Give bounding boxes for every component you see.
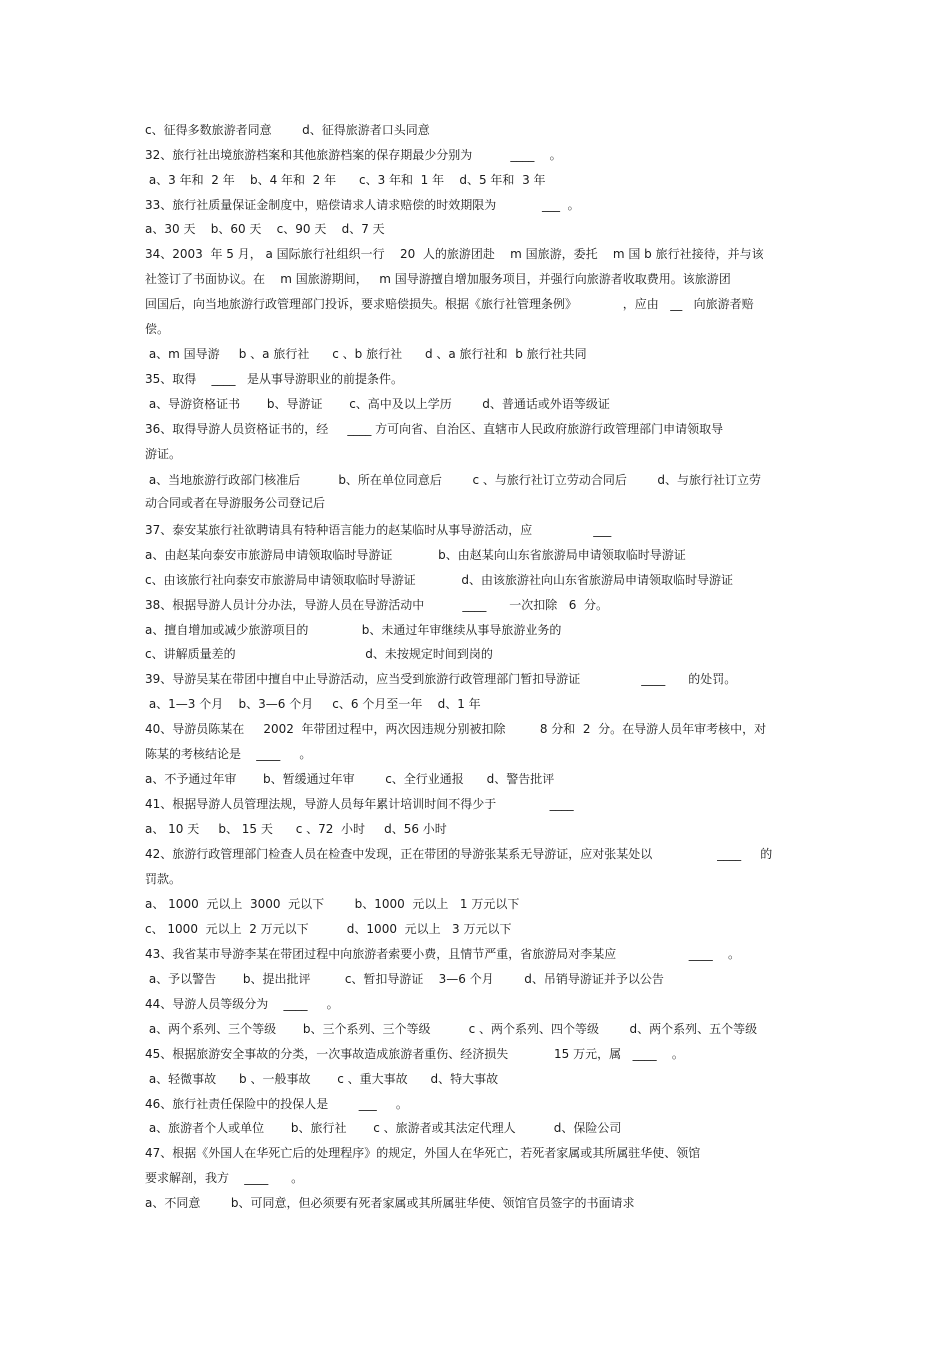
question-47-line-1: 47、根据《外国人在华死亡后的处理程序》的规定，外国人在华死亡，若死者家属或其所属驻华使、领馆 [145, 1146, 701, 1160]
question-40-line-1: 40、导游员陈某在 2002 年带团过程中，两次因违规分别被扣除 8 分和 2 分。在导游人员年审考核中，对 [145, 722, 767, 736]
options-46: a、旅游者个人或单位 b、旅行社 c 、旅游者或其法定代理人 d、保险公司 [145, 1121, 622, 1135]
question-41: 41、根据导游人员管理法规，导游人员每年累计培训时间不得少于 ____ [145, 797, 574, 811]
question-38: 38、根据导游人员计分办法，导游人员在导游活动中 ____ 一次扣除 6 分。 [145, 598, 609, 612]
options-35: a、导游资格证书 b、导游证 c、高中及以上学历 d、普通话或外语等级证 [145, 397, 610, 411]
options-39: a、1—3 个月 b、3—6 个月 c、6 个月至一年 d、1 年 [145, 697, 481, 711]
options-36-line-1: a、当地旅游行政部门核准后 b、所在单位同意后 c 、与旅行社订立劳动合同后 d、与旅行社订立劳 [145, 473, 761, 487]
options-36-line-2: 动合同或者在导游服务公司登记后 [145, 496, 326, 510]
question-33: 33、旅行社质量保证金制度中，赔偿请求人请求赔偿的时效期限为 ___ 。 [145, 198, 580, 212]
options-33: a、30 天 b、60 天 c、90 天 d、7 天 [145, 222, 385, 236]
options-40: a、不予通过年审 b、暂缓通过年审 c、全行业通报 d、警告批评 [145, 772, 555, 786]
question-34-line-1: 34、2003 年 5 月， a 国际旅行社组织一行 20 人的旅游团赴 m 国旅游，委托 m 国 b 旅行社接待，并与该 [145, 247, 764, 261]
options-34: a、m 国导游 b 、a 旅行社 c 、b 旅行社 d 、a 旅行社和 b 旅行社共同 [145, 347, 587, 361]
question-34-line-3: 回国后，向当地旅游行政管理部门投诉，要求赔偿损失。根据《旅行社管理条例》 ，应由 __ 向旅游者赔 [145, 297, 754, 311]
options-38-line-2: c、讲解质量差的 d、未按规定时间到岗的 [145, 647, 493, 661]
question-43: 43、我省某市导游李某在带团过程中向旅游者索要小费，且情节严重，省旅游局对李某应 ____ 。 [145, 947, 741, 961]
options-42-line-1: a、 1000 元以上 3000 元以下 b、1000 元以上 1 万元以下 [145, 897, 520, 911]
question-45: 45、根据旅游安全事故的分类，一次事故造成旅游者重伤、经济损失 15 万元，属 ____ 。 [145, 1047, 684, 1061]
question-42-line-1: 42、旅游行政管理部门检查人员在检查中发现，正在带团的导游张某系无导游证，应对张某处以 ____ 的 [145, 847, 773, 861]
options-44: a、两个系列、三个等级 b、三个系列、三个等级 c 、两个系列、四个等级 d、两个系列、五个等级 [145, 1022, 758, 1036]
options-47-line-1: a、不同意 b、可同意，但必须要有死者家属或其所属驻华使、领馆官员签字的书面请求 [145, 1196, 635, 1210]
question-36-line-1: 36、取得导游人员资格证书的，经 ____ 方可向省、自治区、直辖市人民政府旅游行政管理部门申请领取导 [145, 422, 724, 436]
question-34-line-2: 社签订了书面协议。在 m 国旅游期间， m 国导游擅自增加服务项目，并强行向旅游者收取费用。该旅游团 [145, 272, 731, 286]
options-37-line-1: a、由赵某向泰安市旅游局申请领取临时导游证 b、由赵某向山东省旅游局申请领取临时导游证 [145, 548, 686, 562]
option-line-31: c、征得多数旅游者同意 d、征得旅游者口头同意 [145, 123, 430, 137]
options-41: a、 10 天 b、 15 天 c 、72 小时 d、56 小时 [145, 822, 447, 836]
question-44: 44、导游人员等级分为 ____ 。 [145, 997, 339, 1011]
options-32: a、3 年和 2 年 b、4 年和 2 年 c、3 年和 1 年 d、5 年和 3 年 [145, 173, 546, 187]
question-32: 32、旅行社出境旅游档案和其他旅游档案的保存期最少分别为 ____ 。 [145, 148, 562, 162]
question-36-line-2: 游证。 [145, 447, 182, 461]
options-45: a、轻微事故 b 、一般事故 c 、重大事故 d、特大事故 [145, 1072, 499, 1086]
question-42-line-2: 罚款。 [145, 872, 182, 886]
options-38-line-1: a、擅自增加或减少旅游项目的 b、未通过年审继续从事导旅游业务的 [145, 623, 562, 637]
options-37-line-2: c、由该旅行社向泰安市旅游局申请领取临时导游证 d、由该旅游社向山东省旅游局申请领取临时导游证 [145, 573, 733, 587]
question-39: 39、导游吴某在带团中擅自中止导游活动，应当受到旅游行政管理部门暂扣导游证 ____ 的处罚。 [145, 672, 737, 686]
question-40-line-2: 陈某的考核结论是 ____ 。 [145, 747, 312, 761]
options-42-line-2: c、 1000 元以上 2 万元以下 d、1000 元以上 3 万元以下 [145, 922, 512, 936]
question-34-line-4: 偿。 [145, 322, 170, 336]
options-43: a、予以警告 b、提出批评 c、暂扣导游证 3—6 个月 d、吊销导游证并予以公告 [145, 972, 664, 986]
question-47-line-2: 要求解剖，我方 ____ 。 [145, 1171, 304, 1185]
question-35: 35、取得 ____ 是从事导游职业的前提条件。 [145, 372, 403, 386]
question-37: 37、泰安某旅行社欲聘请具有特种语言能力的赵某临时从事导游活动，应 ___ [145, 523, 612, 537]
question-46: 46、旅行社责任保险中的投保人是 ___ 。 [145, 1097, 408, 1111]
